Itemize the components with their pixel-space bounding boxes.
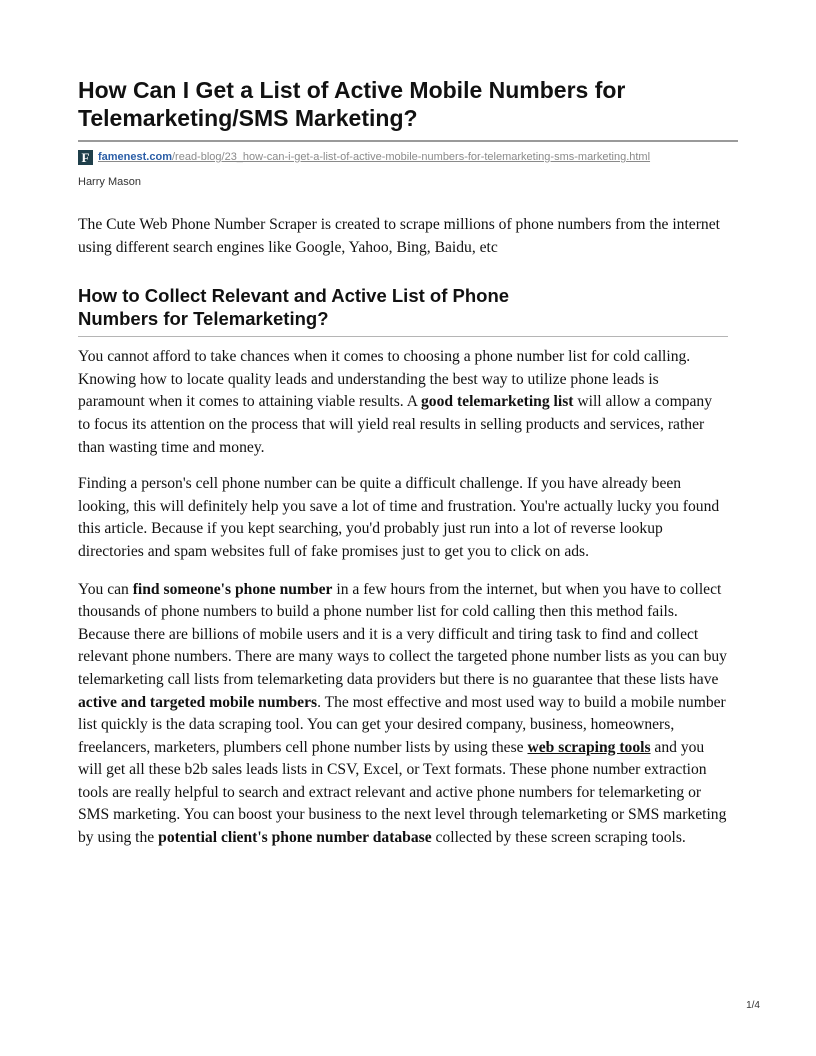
author-name: Harry Mason — [78, 176, 141, 188]
article-title: How Can I Get a List of Active Mobile Numbers for Telemarketing/SMS Marketing? — [78, 77, 626, 131]
article-page — [78, 76, 738, 850]
paragraph-2: Finding a person's cell phone number can be quite a difficult challenge. If you have already been looking, this will definitely help you save a lot of time and frustration. You're actually lucky you found this article. Because if you kept searching, you'd probably just run into a lot of reverse lookup directories and spam websites full of fake promises just to get you to click on ads. — [78, 475, 720, 560]
page-number: 1/4 — [746, 1000, 760, 1011]
section-divider — [78, 336, 728, 337]
paragraph-3-text-d: and you will get all these b2b sales leads lists in CSV, Excel, or Text formats. These phone number extraction tools are really helpful to search and extract relevant and active phone numbers for telemarketing or SMS marketing. You can boost your business to the next level through telemarketing or SMS marketing by using the — [78, 738, 727, 847]
paragraph-1-text-a: You cannot afford to take chances when it comes to choosing a phone number list for cold calling. Knowing how to locate quality leads and understanding the best way to utilize phone leads is paramount when it comes to attaining viable results. A — [78, 348, 691, 411]
paragraph-1-text-b: will allow a company to focus its attention on the process that will yield real results in selling products and services, rather than wasting time and money. — [78, 393, 713, 456]
paragraph-3-text-a: You can — [78, 580, 133, 598]
source-row — [78, 148, 738, 166]
paragraph-3-text-c: . The most effective and most used way to build a mobile number list quickly is the data scraping tool. You can get your desired company, business, homeowners, freelancers, marketers, plumbers cell phone number lists by using these — [78, 693, 726, 756]
source-url-link[interactable] — [98, 151, 650, 163]
bold-client-phone-database: potential client's phone number database — [158, 829, 432, 847]
bold-good-telemarketing-list: good telemarketing list — [421, 393, 574, 411]
paragraph-1 — [78, 346, 728, 459]
paragraph-3-text-b: in a few hours from the internet, but when you have to collect thousands of phone numbers to build a phone number list for cold calling then this method fails. Because there are billions of mobile users and it is a very difficult and tiring task to find and collect relevant phone numbers. There are many ways to collect the targeted phone number lists as you can buy telemarketing call lists from telemarketing data providers but there is no guarantee that these lists have — [78, 580, 727, 688]
intro-paragraph: The Cute Web Phone Number Scraper is created to scrape millions of phone numbers from the internet using different search engines like Google, Yahoo, Bing, Baidu, etc — [78, 216, 720, 256]
source-domain: famenest.com — [98, 151, 172, 163]
bold-find-phone-number: find someone's phone number — [132, 580, 333, 598]
paragraph-3-text-e: collected by these screen scraping tools. — [431, 829, 686, 847]
famenest-favicon-icon: F — [78, 150, 93, 165]
bold-active-targeted-numbers: active and targeted mobile numbers — [78, 693, 318, 711]
title-divider — [78, 140, 738, 142]
paragraph-3 — [78, 579, 728, 850]
web-scraping-tools-link[interactable]: web scraping tools — [527, 738, 651, 756]
source-path: /read-blog/23_how-can-i-get-a-list-of-active-mobile-numbers-for-telemarketing-sms-marketing.html — [171, 151, 651, 163]
section-heading: How to Collect Relevant and Active List of Phone Numbers for Telemarketing? — [78, 285, 510, 330]
